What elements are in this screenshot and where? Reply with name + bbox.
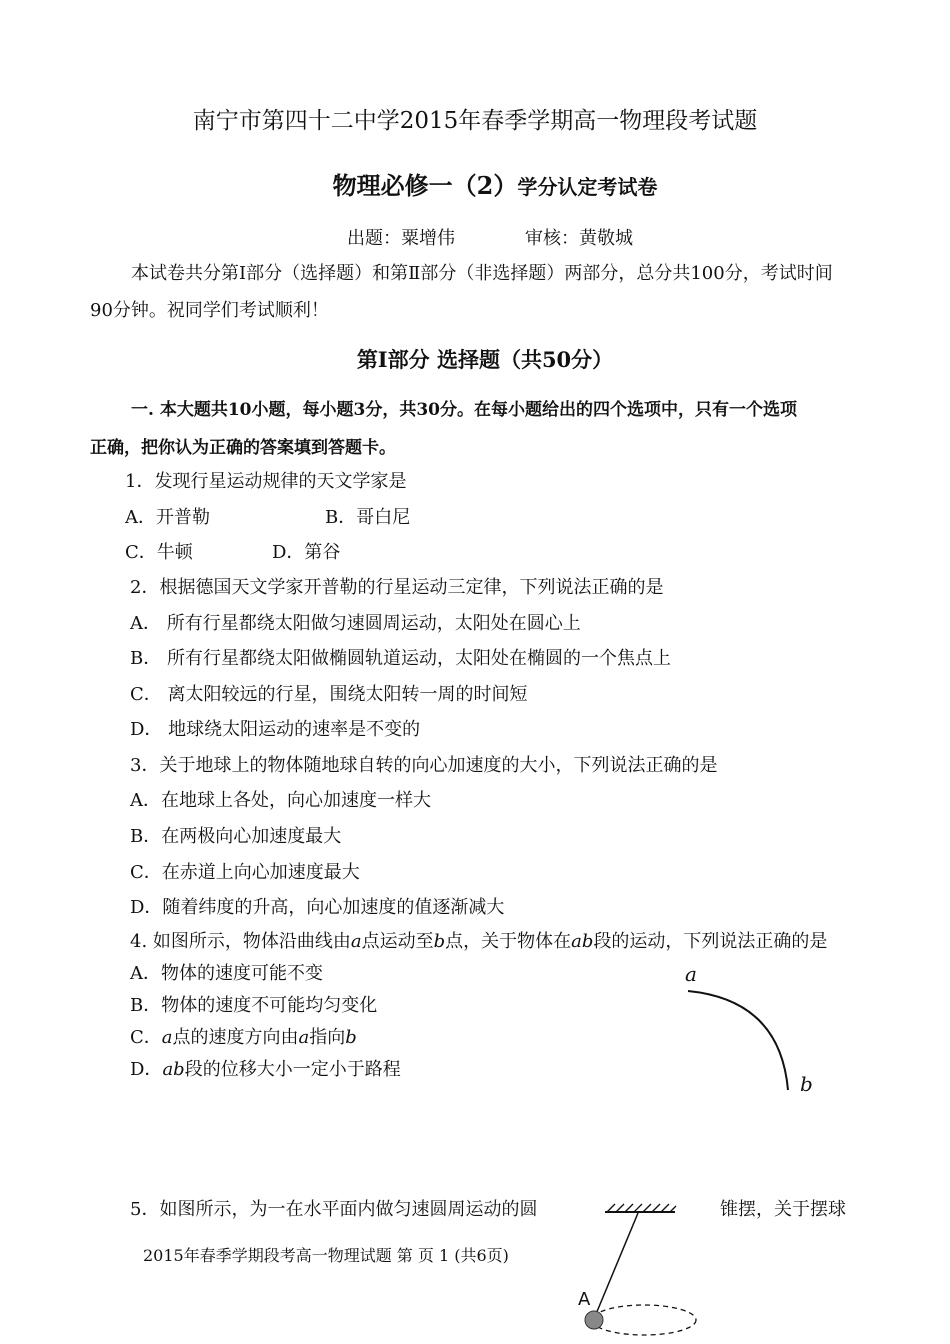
q4-c-part: C．	[130, 1027, 162, 1048]
q4-option-b: B．物体的速度不可能均匀变化	[130, 995, 378, 1016]
q4-figure-label-b: b	[800, 1072, 813, 1096]
q4-d-var-ab: ab	[162, 1059, 185, 1080]
q5-string	[596, 1213, 638, 1314]
q3-option-d: D．随着纬度的升高，向心加速度的值逐渐减大	[130, 897, 505, 918]
q3-option-c: C．在赤道上向心加速度最大	[130, 862, 360, 883]
q5-stem-right: 锥摆，关于摆球	[720, 1199, 846, 1220]
q4-stem-part: 4. 如图所示，物体沿曲线由	[130, 931, 351, 952]
q5-stem-left: 5．如图所示，为一在水平面内做匀速圆周运动的圆	[130, 1199, 538, 1220]
q4-stem-var-b: b	[433, 931, 446, 952]
author: 出题：粟增伟	[347, 228, 455, 249]
intro-line-1: 本试卷共分第I部分（选择题）和第Ⅱ部分（非选择题）两部分，总分共100分，考试时间	[131, 263, 833, 284]
section-heading: 第I部分 选择题（共50分）	[356, 347, 614, 372]
q4-c-part: 指向	[309, 1027, 346, 1048]
intro-line-2: 90分钟。祝同学们考试顺利！	[90, 300, 329, 321]
q5-pendulum-ball	[585, 1311, 603, 1329]
q4-stem-var-ab: ab	[571, 931, 594, 952]
q5-pendulum-figure	[570, 1200, 710, 1344]
q1-stem: 1．发现行星运动规律的天文学家是	[125, 471, 407, 492]
q2-option-b: B． 所有行星都绕太阳做椭圆轨道运动，太阳处在椭圆的一个焦点上	[130, 648, 671, 669]
q5-orbit-ellipse	[592, 1305, 696, 1335]
q1-option-d: D．第谷	[272, 542, 341, 563]
q4-c-var-a: a	[161, 1027, 173, 1048]
q4-stem-var-a: a	[350, 931, 362, 952]
q1-option-a: A．开普勒	[125, 507, 210, 528]
q4-option-a: A．物体的速度可能不变	[130, 963, 323, 984]
q4-option-c	[130, 1026, 357, 1050]
exam-title: 南宁市第四十二中学2015年春季学期高一物理段考试题	[192, 108, 758, 134]
q4-stem-part: 点运动至	[361, 931, 434, 952]
page-footer: 2015年春季学期段考高一物理试题 第 页 1 (共6页)	[143, 1246, 509, 1265]
q4-option-d	[130, 1058, 401, 1082]
q1-option-b: B．哥白尼	[325, 507, 411, 528]
q3-stem: 3．关于地球上的物体随地球自转的向心加速度的大小，下列说法正确的是	[130, 755, 718, 776]
q4-d-part: D．	[130, 1059, 163, 1080]
q4-d-part: 段的位移大小一定小于路程	[184, 1059, 401, 1080]
q4-c-part: 点的速度方向由	[172, 1027, 299, 1048]
authors-line	[0, 227, 950, 251]
q4-c-var-a: a	[298, 1027, 310, 1048]
q4-stem-part: 点，关于物体在	[445, 931, 572, 952]
q2-stem: 2．根据德国天文学家开普勒的行星运动三定律，下列说法正确的是	[130, 577, 664, 598]
q4-figure-label-a: a	[685, 962, 697, 986]
q5-ceiling-hatch	[607, 1204, 676, 1212]
q4-stem	[130, 930, 827, 954]
instruction-line-2: 正确，把你认为正确的答案填到答题卡。	[90, 438, 396, 458]
subtitle-tail: 学分认定考试卷	[517, 175, 658, 199]
reviewer: 审核：黄敬城	[525, 228, 633, 249]
q3-option-b: B．在两极向心加速度最大	[130, 826, 342, 847]
q2-option-d: D． 地球绕太阳运动的速率是不变的	[130, 719, 421, 740]
q3-option-a: A．在地球上各处，向心加速度一样大	[130, 790, 431, 811]
q1-option-c: C．牛顿	[125, 542, 193, 563]
subtitle-main: 物理必修一（2）	[332, 171, 518, 200]
q4-stem-part: 段的运动，下列说法正确的是	[593, 931, 828, 952]
exam-subtitle	[0, 170, 950, 203]
q4-curve-path	[688, 991, 788, 1090]
q5-figure-label-a: A	[578, 1289, 591, 1310]
q2-option-a: A． 所有行星都绕太阳做匀速圆周运动，太阳处在圆心上	[130, 613, 581, 634]
instruction-line-1: 一. 本大题共10小题，每小题3分，共30分。在每小题给出的四个选项中，只有一个选项	[131, 400, 797, 420]
q4-c-var-b: b	[345, 1027, 357, 1048]
q2-option-c: C． 离太阳较远的行星，围绕太阳转一周的时间短	[130, 684, 528, 705]
